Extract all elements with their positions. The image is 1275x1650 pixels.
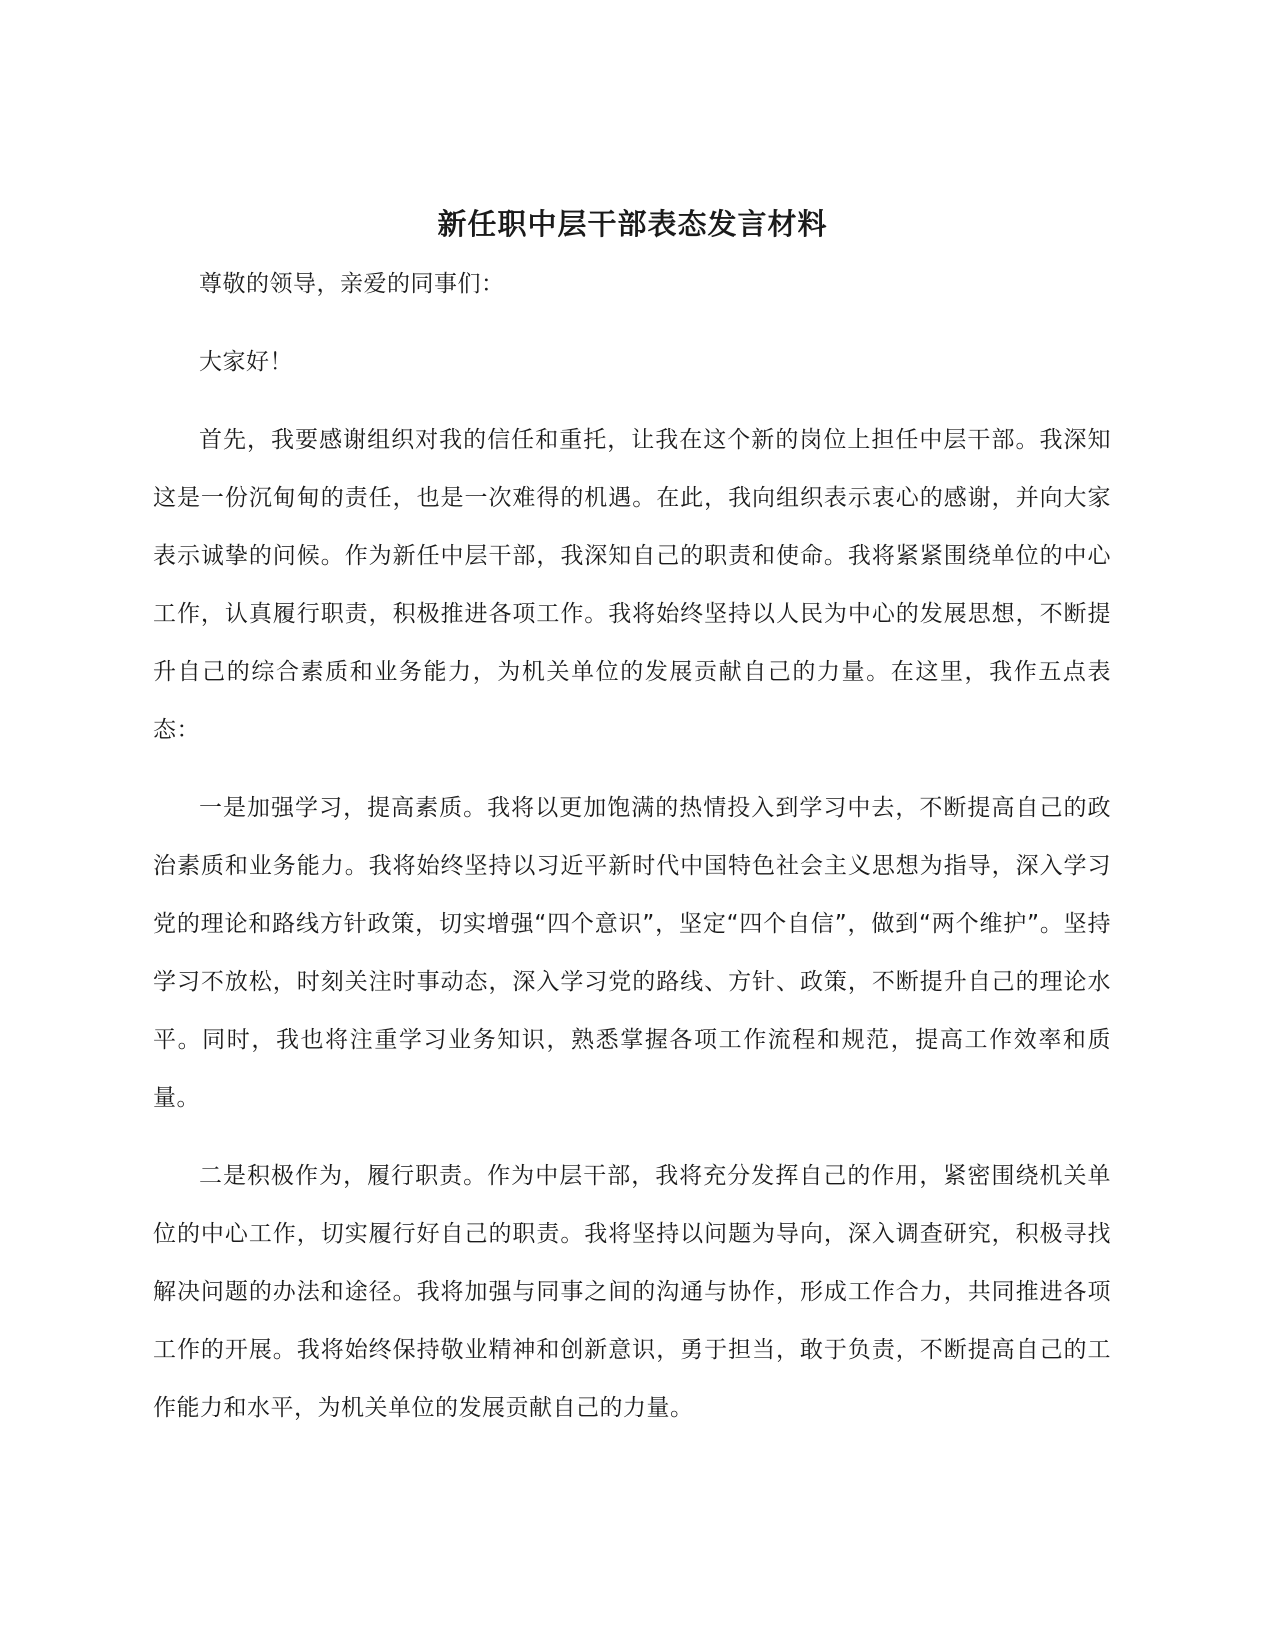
point-two-paragraph: 二是积极作为，履行职责。作为中层干部，我将充分发挥自己的作用，紧密围绕机关单位的中心工作，切实履行好自己的职责。我将坚持以问题为导向，深入调查研究，积极寻找解决问题的办法和途径。我将加强与同事之间的沟通与协作，形成工作合力，共同推进各项工作的开展。我将始终保持敬业精神和创新意识，勇于担当，敢于负责，不断提高自己的工作能力和水平，为机关单位的发展贡献自己的力量。 [153, 1163, 1111, 1421]
opening-paragraph: 首先，我要感谢组织对我的信任和重托，让我在这个新的岗位上担任中层干部。我深知这是一份沉甸甸的责任，也是一次难得的机遇。在此，我向组织表示衷心的感谢，并向大家表示诚挚的问候。作为新任中层干部，我深知自己的职责和使命。我将紧紧围绕单位的中心工作，认真履行职责，积极推进各项工作。我将始终坚持以人民为中心的发展思想，不断提升自己的综合素质和业务能力，为机关单位的发展贡献自己的力量。在这里，我作五点表态： [153, 427, 1111, 743]
salutation-paragraph: 尊敬的领导，亲爱的同事们： [199, 271, 505, 297]
point-one-paragraph: 一是加强学习，提高素质。我将以更加饱满的热情投入到学习中去，不断提高自己的政治素质和业务能力。我将始终坚持以习近平新时代中国特色社会主义思想为指导，深入学习党的理论和路线方针政策，切实增强“四个意识”，坚定“四个自信”，做到“两个维护”。坚持学习不放松，时刻关注时事动态，深入学习党的路线、方针、政策，不断提升自己的理论水平。同时，我也将注重学习业务知识，熟悉掌握各项工作流程和规范，提高工作效率和质量。 [153, 795, 1111, 1111]
document-title: 新任职中层干部表态发言材料 [437, 207, 828, 242]
greeting-paragraph: 大家好！ [199, 349, 293, 375]
document-body [153, 255, 1111, 1457]
